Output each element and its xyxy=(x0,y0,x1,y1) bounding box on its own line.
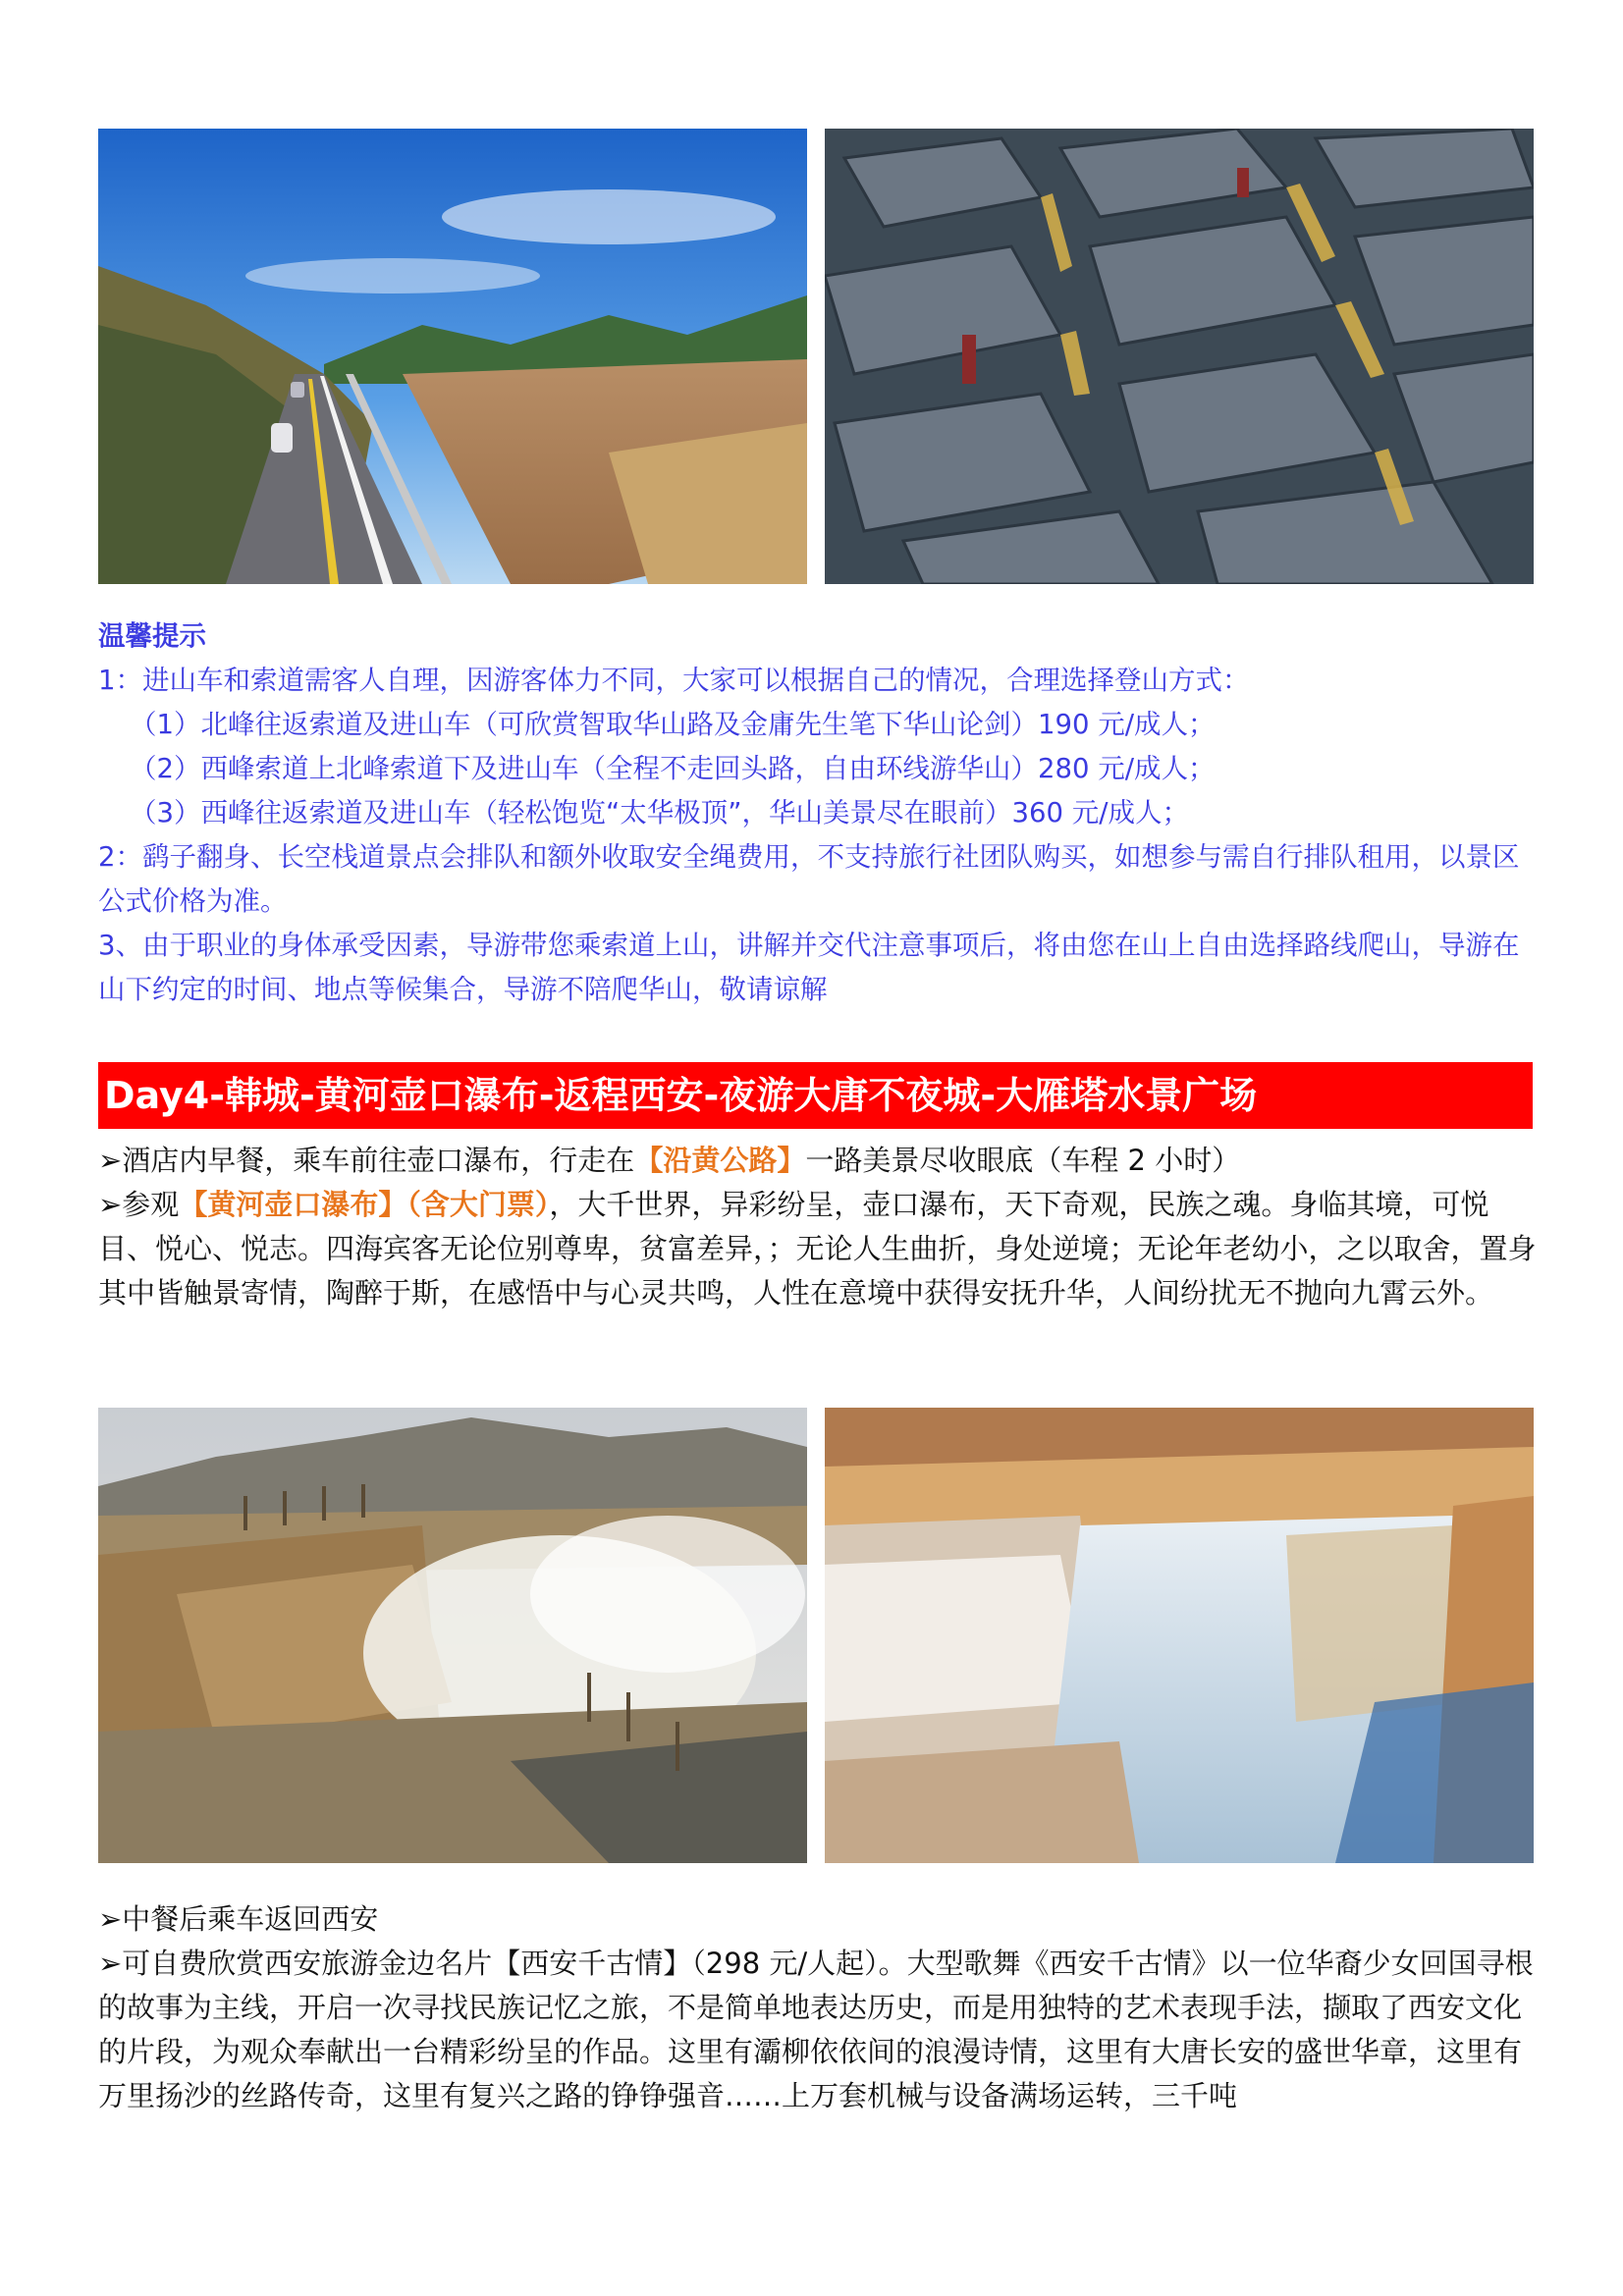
photo-riverside-highway xyxy=(98,129,807,584)
photo-hukou-waterfall-muddy-graphic xyxy=(98,1408,807,1863)
tips-line-3: 3、由于职业的身体承受因素，导游带您乘索道上山，讲解并交代注意事项后，将由您在山上自由选择路线爬山，导游在山下约定的时间、地点等候集合，导游不陪爬华山，敬请谅解 xyxy=(98,930,1520,1005)
photo-riverside-highway-graphic xyxy=(98,129,807,584)
day4-itinerary-part2 xyxy=(98,1897,1537,2118)
photo-hukou-waterfall-icy-graphic xyxy=(825,1408,1534,1863)
day4-paragraph-4: ➢可自费欣赏西安旅游金边名片【西安千古情】（298 元/人起）。大型歌舞《西安千古情》以一位华裔少女回国寻根的故事为主线，开启一次寻找民族记忆之旅，不是简单地表达历史，而是用独特的艺术表现手法，撷取了西安文化的片段，为观众奉献出一台精彩纷呈的作品。这里有灞柳依依间的浪漫诗情，这里有大唐长安的盛世华章，这里有万里扬沙的丝路传奇，这里有复兴之路的铮铮强音……上万套机械与设备满场运转，三千吨 xyxy=(98,1947,1534,2112)
p2-text-pre: ➢参观 xyxy=(98,1188,180,1221)
day4-paragraph-3: ➢中餐后乘车返回西安 xyxy=(98,1902,379,1936)
day4-title-banner: Day4-韩城-黄河壶口瀑布-返程西安-夜游大唐不夜城-大雁塔水景广场 xyxy=(98,1062,1533,1129)
day4-itinerary-part1 xyxy=(98,1139,1537,1315)
p2-text-post: ，大千世界，异彩纷呈，壶口瀑布，天下奇观，民族之魂。身临其境，可悦目、悦心、悦志。四海宾客无论位别尊卑，贫富差异，；无论人生曲折，身处逆境；无论年老幼小，之以取舍，置身其中皆触景寄情，陶醉于斯，在感悟中与心灵共鸣，人性在意境中获得安抚升华，人间纷扰无不抛向九霄云外。 xyxy=(98,1188,1537,1309)
p1-text-pre: ➢酒店内早餐，乘车前往壶口瀑布，行走在 xyxy=(98,1144,635,1177)
tips-option-3: （3）西峰往返索道及进山车（轻松饱览“太华极顶”，华山美景尽在眼前）360 元/成人； xyxy=(130,797,1189,828)
photo-hukou-waterfall-muddy xyxy=(98,1408,807,1863)
warm-tips-title: 温馨提示 xyxy=(98,620,206,652)
photo-ancient-rooftops xyxy=(825,129,1534,584)
p1-highlight: 【沿黄公路】 xyxy=(634,1144,806,1177)
day4-paragraph-2 xyxy=(98,1183,1537,1315)
photo-hukou-waterfall-icy xyxy=(825,1408,1534,1863)
p1-text-post: 一路美景尽收眼底（车程 2 小时） xyxy=(805,1144,1241,1177)
photo-ancient-rooftops-graphic xyxy=(825,129,1534,584)
warm-tips xyxy=(98,614,1537,1012)
tips-line-1: 1：进山车和索道需客人自理，因游客体力不同，大家可以根据自己的情况，合理选择登山方式： xyxy=(98,665,1250,696)
tips-option-1: （1）北峰往返索道及进山车（可欣赏智取华山路及金庸先生笔下华山论剑）190 元/成人； xyxy=(130,709,1216,740)
tips-option-2: （2）西峰索道上北峰索道下及进山车（全程不走回头路，自由环线游华山）280 元/成人； xyxy=(130,753,1216,784)
tips-line-2: 2：鹞子翻身、长空栈道景点会排队和额外收取安全绳费用，不支持旅行社团队购买，如想参与需自行排队租用，以景区公式价格为准。 xyxy=(98,841,1520,917)
day4-paragraph-1 xyxy=(98,1139,1537,1183)
p2-highlight: 【黄河壶口瀑布】（含大门票） xyxy=(179,1188,550,1221)
